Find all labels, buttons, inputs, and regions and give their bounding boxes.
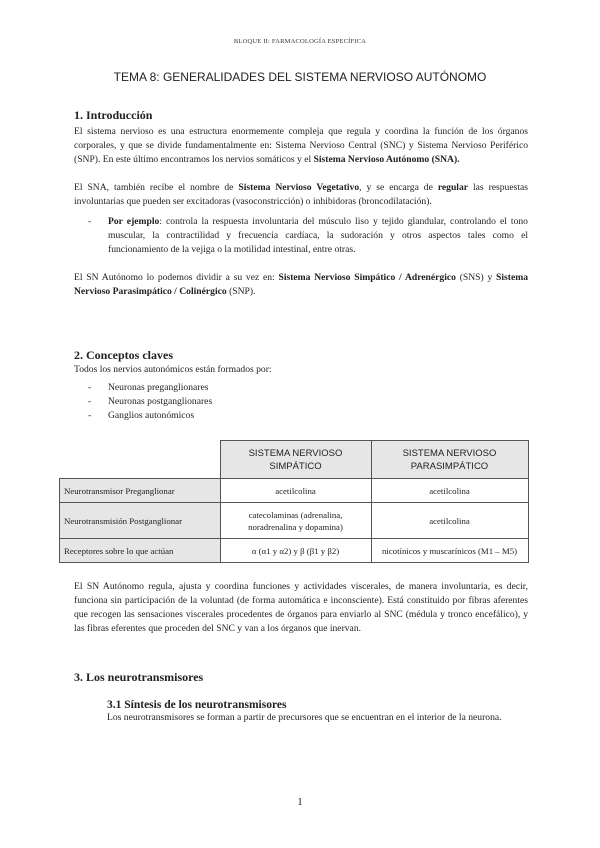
division-text-3: (SNP). xyxy=(226,286,256,297)
sna-bold-2: regular xyxy=(437,182,469,193)
example-bold: Por ejemplo xyxy=(108,216,160,227)
division-text-1: El SN Autónomo lo podemos dividir a su vez en: xyxy=(74,272,279,283)
division-paragraph xyxy=(74,271,528,299)
list-item: - Neuronas postganglionares xyxy=(74,395,528,409)
division-bold-2: Sistema Nervioso Parasimpático / Colinérgico xyxy=(74,272,528,297)
section-1-heading: 1. Introducción xyxy=(74,108,153,122)
col-header-parasimpatico: SISTEMA NERVIOSO PARASIMPÁTICO xyxy=(371,441,528,479)
cell-simpatico: acetilcolina xyxy=(220,479,371,503)
division-text-2: (SNS) y xyxy=(455,272,497,283)
cell-simpatico: α (α1 y α2) y β (β1 y β2) xyxy=(220,539,371,563)
comparison-table xyxy=(59,440,529,563)
sna-bold-1: Sistema Nervioso Vegetativo xyxy=(238,182,360,193)
page-title: TEMA 8: GENERALIDADES DEL SISTEMA NERVIOSO AUTÓNOMO xyxy=(113,70,487,84)
intro-bold: Sistema Nervioso Autónomo (SNA). xyxy=(313,154,460,165)
section-3 xyxy=(74,670,528,725)
cell-parasimpatico: acetilcolina xyxy=(371,503,528,539)
sna-text-1: El SNA, también recibe el nombre de xyxy=(74,182,239,193)
col-header-simpatico: SISTEMA NERVIOSO SIMPÁTICO xyxy=(220,441,371,479)
table-corner xyxy=(60,441,221,479)
cell-simpatico: catecolaminas (adrenalina, noradrenalina y dopamina) xyxy=(220,503,371,539)
closing-paragraph: El SN Autónomo regula, ajusta y coordina funciones y actividades viscerales, de manera involuntaria, es decir, funciona sin participación de la voluntad (de forma automática e inconsciente). Está constituido por fibras aferentes que recogen las sensaciones viscerales procedentes de órganos para enviarlo al SNC (médula y tronco encefálico), y las fibras eferentes que proceden del SNC y van a los órganos que inervan. xyxy=(74,581,528,634)
sna-text-3: las respuestas involuntarias que pueden ser excitadoras (vasoconstricción) o inhibidoras (broncodilatación). xyxy=(74,182,529,207)
list-item: - Ganglios autonómicos xyxy=(74,409,528,423)
section-2-intro: Todos los nervios autonómicos están formados por: xyxy=(74,364,272,375)
subsection-3-1 xyxy=(107,699,528,725)
cell-parasimpatico: acetilcolina xyxy=(371,479,528,503)
subsection-3-1-heading: 3.1 Síntesis de los neurotransmisores xyxy=(107,699,287,711)
running-header: BLOQUE II: FARMACOLOGÍA ESPECÍFICA xyxy=(233,38,367,45)
table-row xyxy=(60,479,529,503)
example-text: : controla la respuesta involuntaria del músculo liso y tejido glandular, controlando el tono muscular, la contractilidad y frecuencia cardíaca, la sudoración y otros aspectos tales como el funcionamiento de la vejiga o la motilidad intestinal, entre otras. xyxy=(108,216,528,255)
section-2 xyxy=(74,348,528,423)
example-list xyxy=(74,215,528,257)
row-label: Neurotransmisión Postganglionar xyxy=(60,503,221,539)
subsection-3-1-text: Los neurotransmisores se forman a partir de precursores que se encuentran en el interior de la neurona. xyxy=(107,712,502,723)
row-label: Neurotransmisor Preganglionar xyxy=(60,479,221,503)
section-3-heading: 3. Los neurotransmisores xyxy=(74,670,204,684)
row-label: Receptores sobre lo que actúan xyxy=(60,539,221,563)
components-list xyxy=(74,381,528,423)
section-2-closing xyxy=(74,580,528,636)
section-1 xyxy=(74,108,528,299)
division-bold-1: Sistema Nervioso Simpático / Adrenérgico xyxy=(278,272,456,283)
page-number: 1 xyxy=(297,796,303,808)
section-2-heading: 2. Conceptos claves xyxy=(74,348,173,362)
sna-text-2: , y se encarga de xyxy=(359,182,438,193)
list-item: - Neuronas preganglionares xyxy=(74,381,528,395)
example-item xyxy=(74,215,528,257)
intro-paragraph xyxy=(74,125,528,167)
table-row xyxy=(60,503,529,539)
cell-parasimpatico: nicotínicos y muscarínicos (M1 – M5) xyxy=(371,539,528,563)
table-row xyxy=(60,539,529,563)
intro-text: El sistema nervioso es una estructura enormemente compleja que regula y coordina la función de los órganos corporales, y que se divide fundamentalmente en: Sistema Nervioso Central (SNC) y Sistema Nervioso Periférico (SNP). En este último encontramos los nervios somáticos y el xyxy=(74,126,528,165)
sna-paragraph xyxy=(74,181,528,209)
table-header-row xyxy=(60,441,529,479)
